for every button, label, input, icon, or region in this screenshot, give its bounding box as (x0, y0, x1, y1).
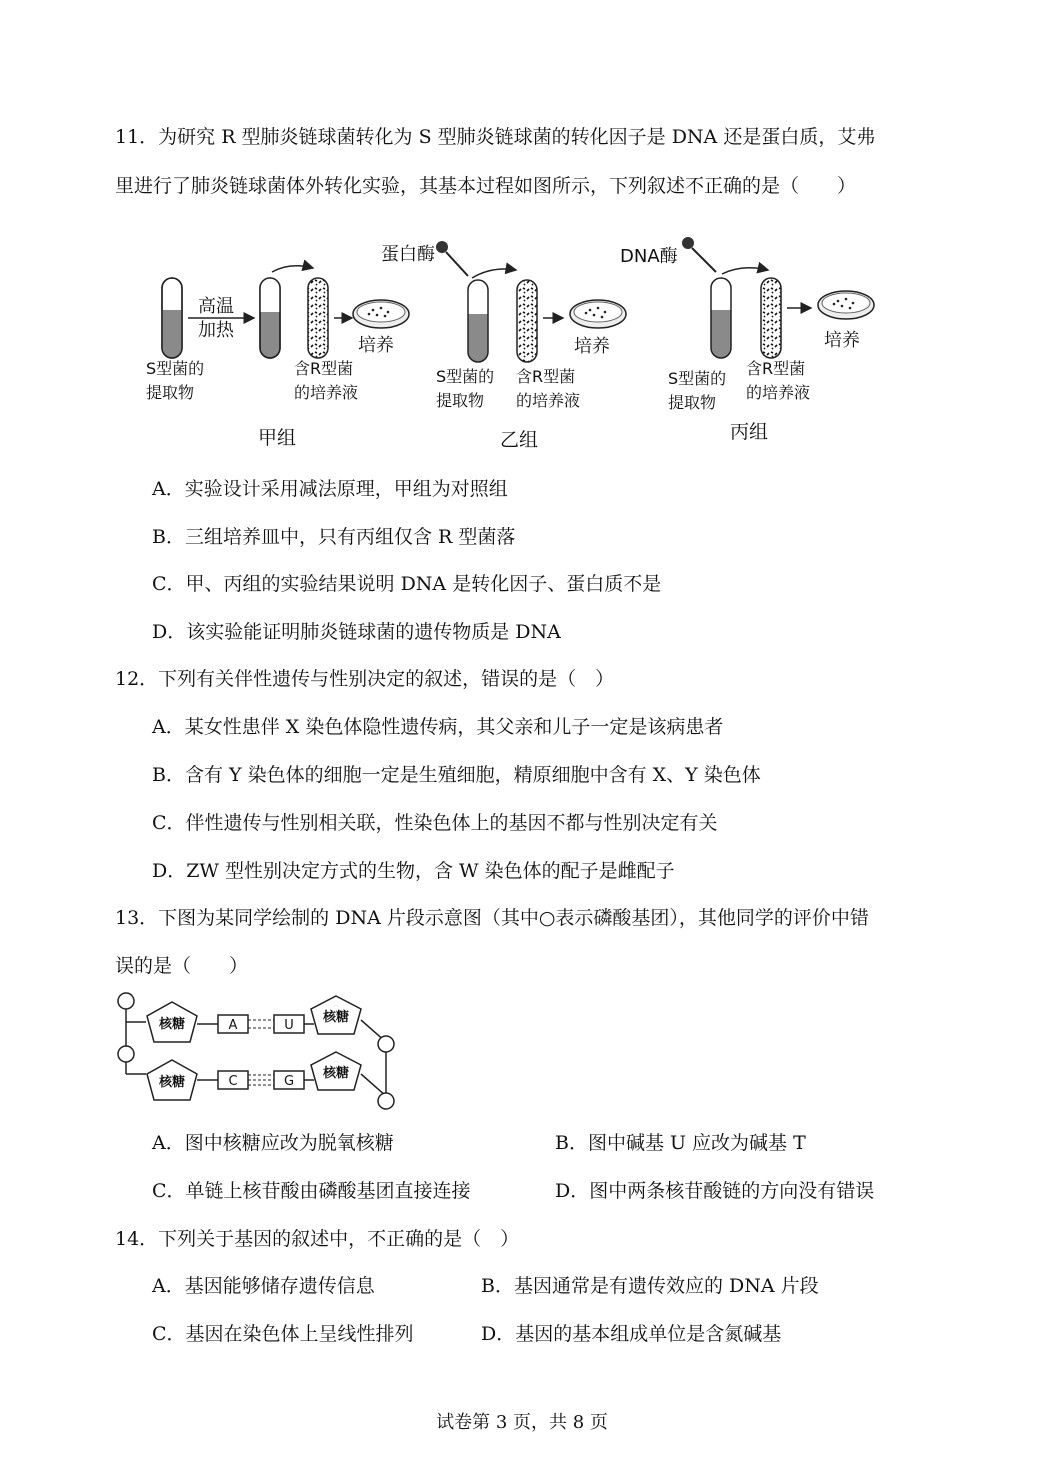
culture-label: 培养 (574, 336, 610, 357)
q12-option-b[interactable]: B．含有 Y 染色体的细胞一定是生殖细胞，精原细胞中含有 X、Y 染色体 (152, 764, 761, 786)
q12-option-c[interactable]: C．伴性遗传与性别相关联，性染色体上的基因不都与性别决定有关 (152, 812, 718, 834)
s-extract-tube (468, 280, 488, 362)
sugar-pentagon (311, 1052, 361, 1090)
phosphate-circle (378, 1036, 394, 1052)
petri-dish (818, 291, 874, 319)
base-label-c: C (228, 1074, 238, 1089)
petri-dish (570, 300, 626, 328)
group-c-label: 丙组 (730, 421, 769, 443)
group-a-diagram (146, 266, 409, 449)
q11-option-a[interactable]: A．实验设计采用减法原理，甲组为对照组 (152, 478, 508, 500)
q11-option-d[interactable]: D．该实验能证明肺炎链球菌的遗传物质是 DNA (152, 621, 561, 643)
group-a-label: 甲组 (258, 427, 297, 449)
group-c-diagram (620, 237, 874, 443)
culture-label: 培养 (358, 335, 394, 356)
culture-label: 培养 (824, 330, 860, 351)
protease-label: 蛋白酶 (381, 244, 435, 265)
svg-text:核糖: 核糖 (322, 1066, 350, 1081)
svg-text:核糖: 核糖 (322, 1010, 350, 1025)
r-medium-tube (308, 278, 328, 358)
r-medium-label-1: 含R型菌 (516, 367, 576, 386)
q11-figure (130, 222, 890, 458)
dropper-icon (436, 241, 468, 276)
r-medium-tube (761, 278, 781, 358)
q13-option-d[interactable]: D．图中两条核苷酸链的方向没有错误 (555, 1180, 875, 1202)
q13-stem-line2: 误的是（ ） (115, 955, 249, 977)
transfer-arrow (272, 266, 313, 272)
dnase-label: DNA酶 (620, 246, 678, 267)
base-label-u: U (284, 1018, 294, 1033)
petri-dish (353, 300, 409, 328)
q14-option-c[interactable]: C．基因在染色体上呈线性排列 (152, 1323, 414, 1345)
s-extract-tube (711, 278, 731, 358)
svg-text:核糖: 核糖 (158, 1075, 186, 1090)
s-extract-label-2: 提取物 (668, 393, 717, 412)
phosphate-circle (118, 1046, 134, 1062)
r-medium-tube (517, 280, 537, 362)
page-footer: 试卷第 3 页，共 8 页 (436, 1412, 608, 1433)
q14-option-a[interactable]: A．基因能够储存遗传信息 (152, 1275, 375, 1297)
svg-text:核糖: 核糖 (158, 1017, 186, 1032)
dropper-icon (682, 237, 716, 272)
group-b-diagram (381, 241, 626, 451)
q11-stem-line1: 11．为研究 R 型肺炎链球菌转化为 S 型肺炎链球菌的转化因子是 DNA 还是蛋白质，艾弗 (115, 126, 876, 148)
s-extract-label-1: S型菌的 (668, 369, 727, 388)
s-extract-label-2: 提取物 (436, 391, 485, 410)
sugar-pentagon (311, 996, 361, 1034)
r-medium-label-2: 的培养液 (516, 391, 581, 410)
base-label-a: A (228, 1018, 238, 1033)
group-b-label: 乙组 (500, 429, 539, 451)
q11-option-c[interactable]: C．甲、丙组的实验结果说明 DNA 是转化因子、蛋白质不是 (152, 573, 662, 595)
q13-option-b[interactable]: B．图中碱基 U 应改为碱基 T (555, 1132, 806, 1154)
q14-stem: 14．下列关于基因的叙述中，不正确的是（ ） (115, 1228, 520, 1250)
phosphate-circle (118, 993, 134, 1009)
q14-option-b[interactable]: B．基因通常是有遗传效应的 DNA 片段 (481, 1275, 819, 1297)
s-extract-tube (162, 278, 182, 358)
sugar-pentagon (147, 1060, 197, 1100)
r-medium-label-2: 的培养液 (746, 383, 811, 402)
heat-label-1: 高温 (198, 296, 234, 317)
q13-option-c[interactable]: C．单链上核苷酸由磷酸基团直接连接 (152, 1180, 471, 1202)
q12-option-a[interactable]: A．某女性患伴 X 染色体隐性遗传病，其父亲和儿子一定是该病患者 (152, 716, 724, 738)
s-extract-label-1: S型菌的 (146, 359, 205, 378)
transfer-arrow (472, 269, 516, 278)
q12-stem: 12．下列有关伴性遗传与性别决定的叙述，错误的是（ ） (115, 668, 615, 690)
transfer-arrow (722, 268, 768, 274)
q13-stem-line1: 13．下图为某同学绘制的 DNA 片段示意图（其中○表示磷酸基团），其他同学的评价中错 (115, 907, 869, 929)
heated-extract-tube (260, 278, 280, 358)
r-medium-label-1: 含R型菌 (294, 359, 354, 378)
heat-label-2: 加热 (198, 320, 234, 341)
r-medium-label-2: 的培养液 (294, 383, 359, 402)
s-extract-label-2: 提取物 (146, 383, 195, 402)
r-medium-label-1: 含R型菌 (746, 359, 806, 378)
phosphate-circle (378, 1093, 394, 1109)
q11-option-b[interactable]: B．三组培养皿中，只有丙组仅含 R 型菌落 (152, 526, 516, 548)
q13-dna-figure (110, 992, 410, 1114)
q11-stem-line2: 里进行了肺炎链球菌体外转化实验，其基本过程如图所示，下列叙述不正确的是（ ） (115, 175, 857, 197)
q13-option-a[interactable]: A．图中核糖应改为脱氧核糖 (152, 1132, 394, 1154)
q14-option-d[interactable]: D．基因的基本组成单位是含氮碱基 (481, 1323, 782, 1345)
q12-option-d[interactable]: D．ZW 型性别决定方式的生物，含 W 染色体的配子是雌配子 (152, 860, 675, 882)
s-extract-label-1: S型菌的 (436, 367, 495, 386)
sugar-pentagon (147, 1002, 197, 1042)
base-label-g: G (283, 1074, 295, 1089)
